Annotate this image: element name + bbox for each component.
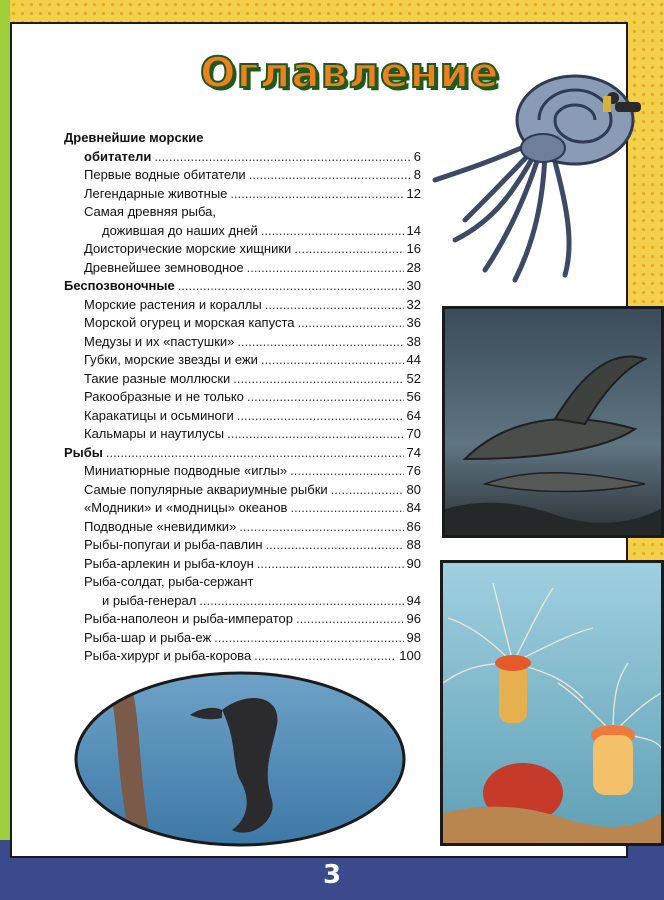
toc-page-number: 32 xyxy=(406,296,421,312)
toc-dot-leader xyxy=(237,334,403,349)
toc-entry-title: Самая древняя рыба, xyxy=(84,204,216,219)
toc-entry xyxy=(64,482,421,501)
toc-page-number: 38 xyxy=(406,333,421,349)
toc-entry-title: Подводные «невидимки» xyxy=(84,518,237,534)
toc-entry xyxy=(64,519,421,538)
toc-entry xyxy=(64,352,421,371)
toc-entry xyxy=(64,556,421,575)
toc-page-number: 80 xyxy=(406,481,421,497)
toc-entry xyxy=(64,611,421,630)
seahorse-photo xyxy=(72,670,408,848)
toc-entry-title: Древнейшие морские xyxy=(64,130,204,145)
toc-dot-leader xyxy=(297,315,403,330)
green-side-strip xyxy=(0,0,10,860)
toc-page-number: 64 xyxy=(406,407,421,423)
toc-page-number: 90 xyxy=(406,555,421,571)
toc-page-number: 44 xyxy=(406,352,421,367)
toc-entry-title: и рыба-генерал xyxy=(102,592,197,608)
toc-entry-title: Беспозвоночные xyxy=(64,278,175,293)
toc-dot-leader xyxy=(290,463,403,478)
table-of-contents xyxy=(64,130,421,667)
toc-page-number: 70 xyxy=(406,426,421,441)
toc-entry xyxy=(64,463,421,482)
toc-entry xyxy=(64,426,421,445)
toc-dot-leader xyxy=(249,167,411,182)
toc-dot-leader xyxy=(261,223,404,238)
toc-dot-leader xyxy=(254,648,396,663)
toc-entry-title: Самые популярные аквариумные рыбки xyxy=(84,481,328,497)
toc-entry-title: Морские растения и кораллы xyxy=(84,296,262,312)
toc-entry xyxy=(64,408,421,427)
toc-entry-title: Древнейшее земноводное xyxy=(84,259,244,275)
toc-dot-leader xyxy=(266,537,404,552)
toc-entry xyxy=(64,500,421,519)
toc-entry xyxy=(64,241,421,260)
toc-entry xyxy=(64,630,421,649)
toc-entry-title: «Модники» и «модницы» океанов xyxy=(84,500,288,515)
toc-entry xyxy=(64,334,421,353)
ammonite-illustration xyxy=(425,70,664,290)
toc-entry-title: Кальмары и наутилусы xyxy=(84,426,225,441)
toc-page-number: 98 xyxy=(406,629,421,645)
toc-entry-title: Рыбы xyxy=(64,444,103,460)
toc-dot-leader xyxy=(154,149,410,164)
toc-dot-leader xyxy=(296,611,404,626)
toc-entry-title: Такие разные моллюски xyxy=(84,370,231,386)
toc-entry-title: дожившая до наших дней xyxy=(102,222,258,238)
toc-page-number: 76 xyxy=(406,463,421,478)
toc-entry xyxy=(64,537,421,556)
toc-entry xyxy=(64,297,421,316)
toc-entry-title: Морской огурец и морская капуста xyxy=(84,315,295,330)
toc-dot-leader xyxy=(261,352,404,367)
toc-entry-title: Первые водные обитатели xyxy=(84,167,246,182)
toc-page-number: 28 xyxy=(406,259,421,275)
toc-dot-leader xyxy=(178,278,404,293)
toc-page-number: 74 xyxy=(406,444,421,460)
toc-page-number: 6 xyxy=(413,148,421,164)
toc-entry xyxy=(64,167,421,186)
toc-page-number: 16 xyxy=(406,241,421,256)
toc-entry-title: Медузы и их «пастушки» xyxy=(84,333,235,349)
toc-page-number: 30 xyxy=(406,278,421,293)
toc-page-number: 88 xyxy=(406,537,421,552)
toc-entry-title: Рыба-арлекин и рыба-клоун xyxy=(84,555,254,571)
toc-dot-leader xyxy=(247,389,404,404)
toc-page-number: 100 xyxy=(399,648,421,663)
toc-entry xyxy=(64,278,421,297)
toc-entry xyxy=(64,593,421,612)
toc-page-number: 96 xyxy=(406,611,421,626)
toc-entry xyxy=(64,204,421,223)
toc-entry-title: Легендарные животные xyxy=(84,185,228,201)
toc-entry-title: Рыба-наполеон и рыба-император xyxy=(84,611,294,626)
toc-page-number: 52 xyxy=(406,370,421,386)
toc-page-number: 12 xyxy=(406,185,421,201)
toc-dot-leader xyxy=(237,408,404,423)
toc-dot-leader xyxy=(106,445,404,460)
toc-entry xyxy=(64,389,421,408)
toc-dot-leader xyxy=(233,371,403,386)
toc-entry xyxy=(64,149,421,168)
toc-dot-leader xyxy=(239,519,403,534)
page-title: Оглавление xyxy=(200,48,500,97)
toc-page-number: 56 xyxy=(406,389,421,404)
toc-dot-leader xyxy=(257,556,404,571)
toc-page-number: 86 xyxy=(406,518,421,534)
toc-dot-leader xyxy=(199,593,403,608)
toc-entry-title: Доисторические морские хищники xyxy=(84,241,292,256)
toc-entry-title: Рыба-солдат, рыба-сержант xyxy=(84,574,254,589)
toc-page-number: 36 xyxy=(406,315,421,330)
toc-dot-leader xyxy=(290,500,403,515)
toc-dot-leader xyxy=(227,426,403,441)
toc-entry xyxy=(64,648,421,667)
toc-entry xyxy=(64,260,421,279)
marine-reptiles-photo xyxy=(442,306,664,538)
toc-dot-leader xyxy=(265,297,404,312)
page-number: 3 xyxy=(322,860,342,890)
toc-entry-title: Рыбы-попугаи и рыба-павлин xyxy=(84,537,263,552)
toc-entry xyxy=(64,371,421,390)
toc-entry-title: обитатели xyxy=(84,148,152,164)
toc-entry-title: Каракатицы и осьминоги xyxy=(84,407,234,423)
toc-dot-leader xyxy=(230,186,403,201)
toc-entry-title: Рыба-шар и рыба-еж xyxy=(84,629,212,645)
toc-dot-leader xyxy=(214,630,403,645)
toc-page-number: 8 xyxy=(413,167,421,182)
toc-entry-title: Рыба-хирург и рыба-корова xyxy=(84,648,252,663)
toc-page-number: 84 xyxy=(406,500,421,515)
toc-entry-title: Губки, морские звезды и ежи xyxy=(84,352,258,367)
toc-dot-leader xyxy=(294,241,403,256)
sea-anemones-photo xyxy=(440,560,664,846)
toc-page-number: 94 xyxy=(406,592,421,608)
toc-entry-title: Миниатюрные подводные «иглы» xyxy=(84,463,288,478)
toc-entry xyxy=(64,223,421,242)
toc-entry xyxy=(64,186,421,205)
toc-entry xyxy=(64,445,421,464)
toc-page-number: 14 xyxy=(406,222,421,238)
toc-dot-leader xyxy=(331,482,404,497)
toc-entry xyxy=(64,315,421,334)
toc-dot-leader xyxy=(247,260,404,275)
toc-entry-title: Ракообразные и не только xyxy=(84,389,244,404)
toc-entry xyxy=(64,130,421,149)
toc-entry xyxy=(64,574,421,593)
